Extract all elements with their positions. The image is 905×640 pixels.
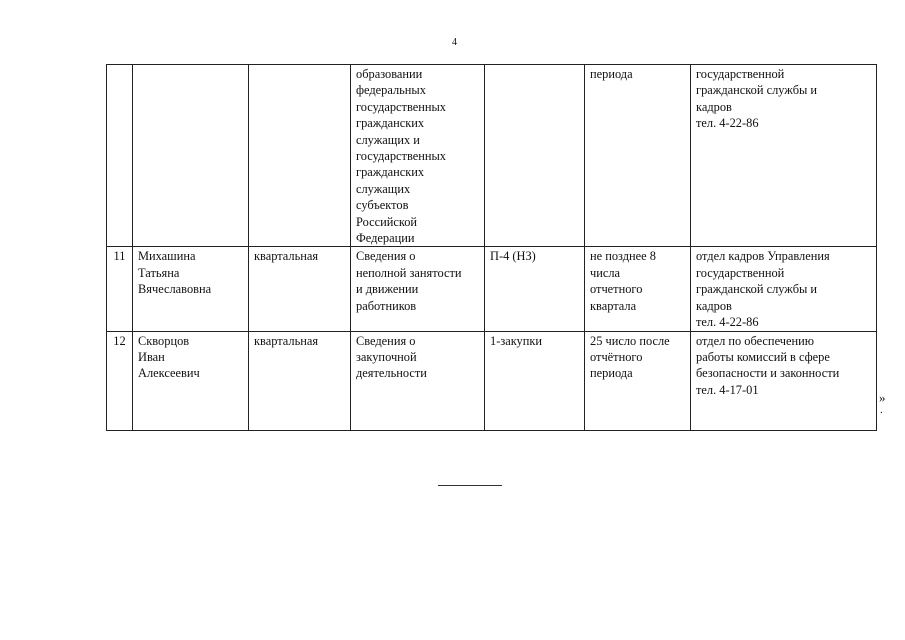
periodicity: квартальная [249,247,351,331]
department-contact: государственной гражданской службы и кадров тел. 4-22-86 [691,65,877,247]
report-title: Сведения о закупочной деятельности [351,331,485,430]
closing-dot: . [880,404,883,416]
report-title: Сведения о неполной занятости и движении работников [351,247,485,331]
periodicity [249,65,351,247]
table-row [107,331,877,430]
closing-quote: » [879,390,886,405]
form-code [485,65,585,247]
report-title: образовании федеральных государственных гражданских служащих и государственных гражданских служащих субъектов Российской Федерации [351,65,485,247]
periodicity: квартальная [249,331,351,430]
responsible-name: Скворцов Иван Алексеевич [133,331,249,430]
row-number [107,65,133,247]
form-code: 1-закупки [485,331,585,430]
deadline: периода [585,65,691,247]
end-divider [438,485,502,486]
row-number: 11 [107,247,133,331]
responsible-name [133,65,249,247]
department-contact: отдел по обеспечению работы комиссий в сфере безопасности и законности тел. 4-17-01 [691,331,877,430]
report-table [106,64,877,431]
form-code: П-4 (НЗ) [485,247,585,331]
table-row [107,247,877,331]
page-number: 4 [452,37,457,48]
table-row [107,65,877,247]
deadline: 25 число после отчётного периода [585,331,691,430]
responsible-name: Михашина Татьяна Вячеславовна [133,247,249,331]
deadline: не позднее 8 числа отчетного квартала [585,247,691,331]
row-number: 12 [107,331,133,430]
department-contact: отдел кадров Управления государственной гражданской службы и кадров тел. 4-22-86 [691,247,877,331]
